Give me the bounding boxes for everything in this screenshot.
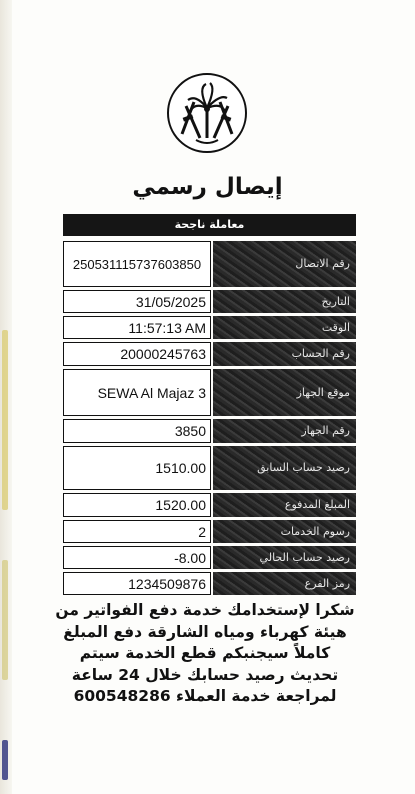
message-line: لمراجعة خدمة العملاء 600548286 — [73, 687, 337, 705]
field-label: الوقت — [213, 316, 356, 339]
field-label: رصيد حساب الحالي — [213, 546, 356, 569]
value-field: 1234509876 — [63, 572, 211, 595]
message-line: شكرا لإستخدامك خدمة دفع الفواتير من — [55, 601, 355, 619]
message-line: هيئة كهرباء ومياه الشارقة دفع المبلغ — [63, 622, 347, 641]
value-field: 20000245763 — [63, 342, 211, 366]
value-field: 3850 — [63, 419, 211, 443]
edge-mark — [2, 330, 8, 510]
row-time — [63, 316, 356, 339]
value-field: SEWA Al Majaz 3 — [63, 369, 211, 416]
value-field: 11:57:13 AM — [63, 316, 211, 339]
row-current-balance — [63, 546, 356, 569]
row-device-location — [63, 369, 356, 416]
field-label: رصيد حساب السابق — [213, 446, 356, 490]
value-field: 1510.00 — [63, 446, 211, 490]
field-label: رقم الاتصال — [213, 241, 356, 287]
row-connection-number — [63, 241, 356, 287]
value-field: 31/05/2025 — [63, 290, 211, 313]
field-label: رقم الحساب — [213, 342, 356, 366]
field-label: المبلغ المدفوع — [213, 493, 356, 517]
row-account-number — [63, 342, 356, 366]
receipt-edge — [0, 0, 12, 794]
palm-emblem-logo — [166, 72, 248, 154]
row-date — [63, 290, 356, 313]
edge-mark — [2, 560, 8, 680]
row-service-fee — [63, 520, 356, 543]
field-label: رقم الجهاز — [213, 419, 356, 443]
field-label: موقع الجهاز — [213, 369, 356, 416]
message-line: تحديث رصيد حسابك خلال 24 ساعة — [71, 665, 339, 684]
edge-mark — [2, 740, 8, 780]
receipt-title: إيصال رسمي — [132, 174, 283, 200]
row-branch-code — [63, 572, 356, 595]
value-field: -8.00 — [63, 546, 211, 569]
value-field: 2 — [63, 520, 211, 543]
row-paid-amount — [63, 493, 356, 517]
value-field: 250531115737603850 — [63, 241, 211, 287]
field-label: رسوم الخدمات — [213, 520, 356, 543]
transaction-status-bar: معاملة ناجحة — [63, 214, 356, 236]
message-line: كاملاً سيجنبكم قطع الخدمة سيتم — [79, 644, 331, 662]
field-label: رمز الفرع — [213, 572, 356, 595]
value-field: 1520.00 — [63, 493, 211, 517]
field-label: التاريخ — [213, 290, 356, 313]
row-previous-balance — [63, 446, 356, 490]
row-device-number — [63, 419, 356, 443]
thank-you-message — [55, 600, 355, 708]
